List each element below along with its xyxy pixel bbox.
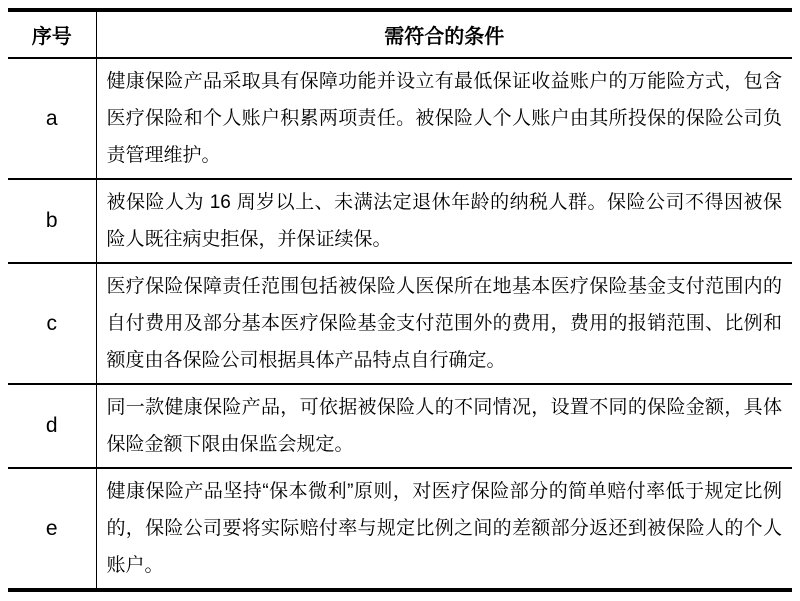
table-row <box>8 384 792 468</box>
conditions-table <box>8 8 792 592</box>
row-id-cell: c <box>8 263 96 384</box>
row-id-cell: e <box>8 468 96 590</box>
condition-cell: 同一款健康保险产品，可依据被保险人的不同情况，设置不同的保险金额，具体保险金额下限由保监会规定。 <box>96 384 792 468</box>
table-row <box>8 58 792 179</box>
row-id-cell: b <box>8 179 96 263</box>
header-conditions: 需符合的条件 <box>96 10 792 58</box>
header-serial-number: 序号 <box>8 10 96 58</box>
row-id-cell: a <box>8 58 96 179</box>
condition-cell: 被保险人为 16 周岁以上、未满法定退休年龄的纳税人群。保险公司不得因被保险人既往病史拒保，并保证续保。 <box>96 179 792 263</box>
condition-cell: 医疗保险保障责任范围包括被保险人医保所在地基本医疗保险基金支付范围内的自付费用及部分基本医疗保险基金支付范围外的费用，费用的报销范围、比例和额度由各保险公司根据具体产品特点自行确定。 <box>96 263 792 384</box>
condition-cell: 健康保险产品采取具有保障功能并设立有最低保证收益账户的万能险方式，包含医疗保险和个人账户积累两项责任。被保险人个人账户由其所投保的保险公司负责管理维护。 <box>96 58 792 179</box>
table-row <box>8 179 792 263</box>
table-body <box>8 58 792 590</box>
table-row <box>8 468 792 590</box>
row-id-cell: d <box>8 384 96 468</box>
header-row <box>8 10 792 58</box>
table-header <box>8 10 792 58</box>
table-row <box>8 263 792 384</box>
condition-cell: 健康保险产品坚持“保本微利”原则，对医疗保险部分的简单赔付率低于规定比例的，保险公司要将实际赔付率与规定比例之间的差额部分返还到被保险人的个人账户。 <box>106 481 782 576</box>
